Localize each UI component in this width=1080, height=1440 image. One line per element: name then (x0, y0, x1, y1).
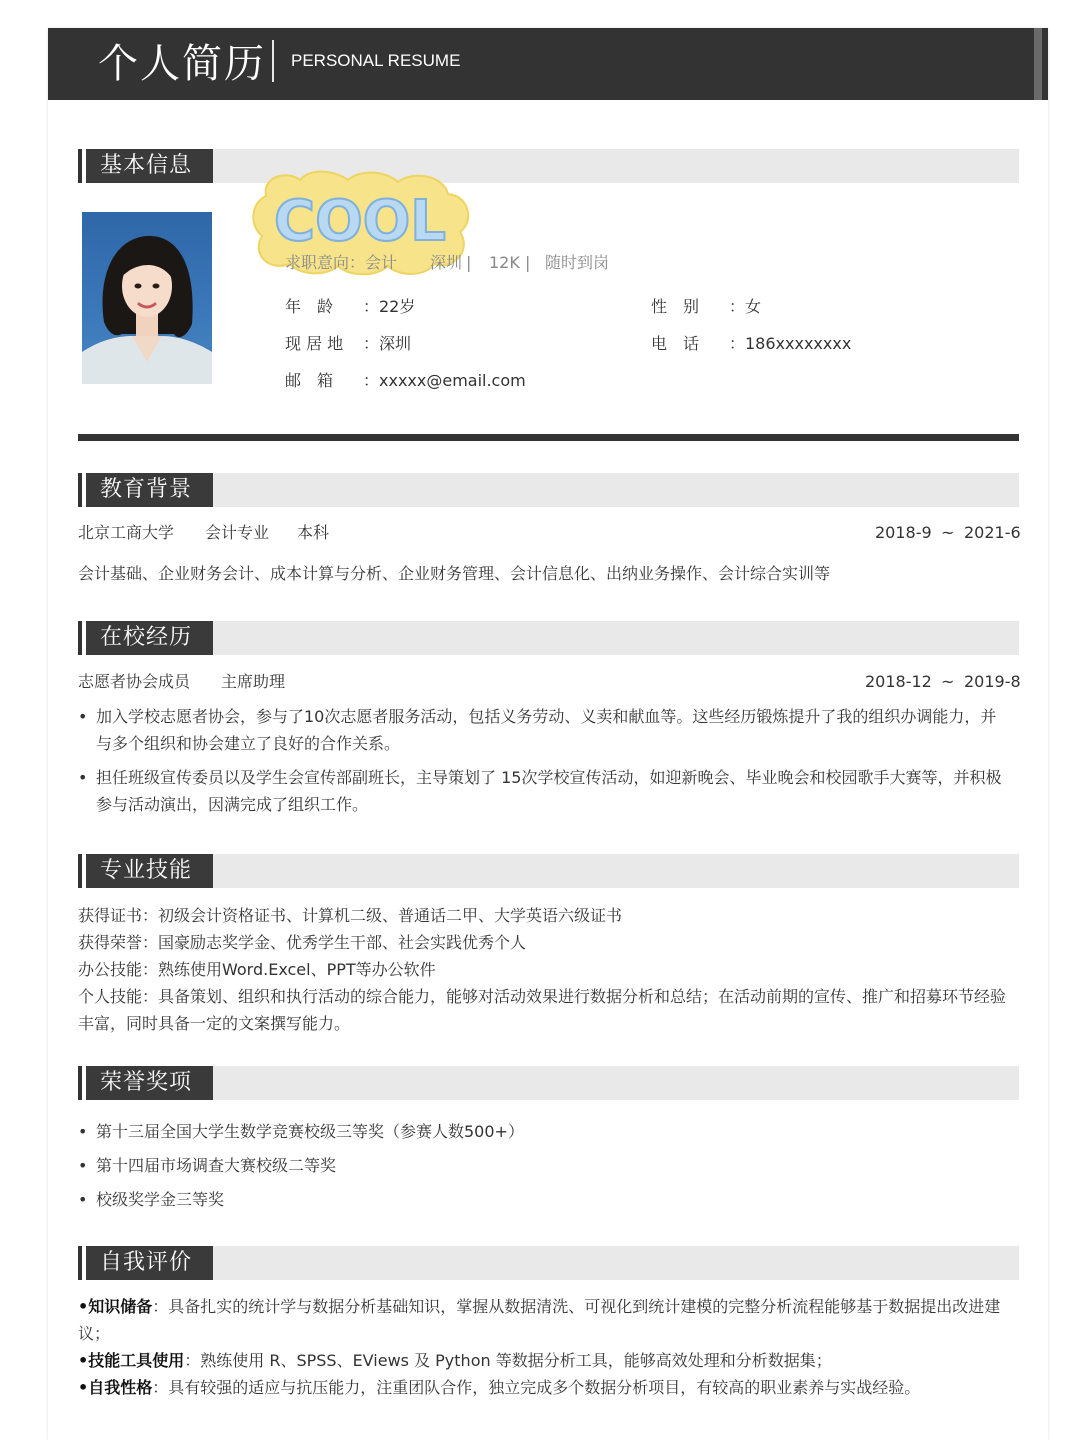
campus-org: 志愿者协会成员 (78, 672, 191, 691)
section-honors (78, 1066, 1019, 1100)
phone-value: ：186xxxxxxxx (729, 334, 852, 353)
section-title: 专业技能 (86, 854, 213, 888)
bullet-dot: • (78, 1156, 88, 1175)
age-label: 年 龄 (285, 297, 334, 316)
gender-value: ：女 (729, 297, 762, 316)
bullet-dot: • (78, 1378, 89, 1397)
skill-line: 获得证书：初级会计资格证书、计算机二级、普通话二甲、大学英语六级证书 (78, 906, 623, 925)
edu-end: 2021-6 (964, 523, 1021, 542)
header-banner (48, 28, 1048, 100)
campus-bullet: 加入学校志愿者协会，参与了10次志愿者服务活动，包括义务劳动、义卖和献血等。这些经历锻炼提升了我的组织办调能力，并与多个组织和协会建立了良好的合作关系。 (96, 707, 997, 753)
self-eval-item (78, 1347, 1018, 1374)
degree: 本科 (297, 523, 330, 542)
section-education (78, 473, 1019, 507)
skill-line: 获得荣誉：国豪励志奖学金、优秀学生干部、社会实践优秀个人 (78, 933, 527, 952)
section-divider (78, 434, 1019, 441)
residence-label: 现 居 地 (285, 334, 344, 353)
self-eval-item (78, 1293, 1018, 1347)
self-eval-text: ：熟练使用 R、SPSS、EViews 及 Python 等数据分析工具，能够高效处理和分析数据集； (184, 1351, 832, 1370)
resume-page (48, 28, 1048, 1440)
age-value: ：22岁 (363, 297, 416, 316)
self-eval-title: 技能工具使用 (88, 1351, 185, 1370)
section-strip (213, 473, 1019, 507)
self-eval-text: ：具备扎实的统计学与数据分析基础知识，掌握从数据清洗、可视化到统计建模的完整分析流程能够基于数据提出改进建议； (78, 1297, 1001, 1343)
section-marker (78, 1246, 82, 1280)
section-marker (78, 1066, 82, 1100)
list-item (78, 1186, 1018, 1213)
section-strip (213, 854, 1019, 888)
section-marker (78, 149, 82, 183)
school-name: 北京工商大学 (78, 523, 175, 542)
section-title: 教育背景 (86, 473, 213, 507)
section-title: 基本信息 (86, 149, 213, 183)
honor-item: 第十四届市场调查大赛校级二等奖 (96, 1156, 337, 1175)
list-item (78, 1152, 1018, 1179)
gender-label: 性 别 (651, 297, 700, 316)
profile-photo (82, 212, 212, 384)
section-title: 荣誉奖项 (86, 1066, 213, 1100)
email-label: 邮 箱 (285, 371, 334, 390)
list-item (78, 1118, 1018, 1145)
honor-item: 第十三届全国大学生数学竞赛校级三等奖（参赛人数500+） (96, 1122, 524, 1141)
section-title: 自我评价 (86, 1246, 213, 1280)
campus-tilde: ~ (941, 672, 955, 691)
phone-label: 电 话 (651, 334, 700, 353)
intent-separator: | (525, 253, 531, 272)
email-value: ：xxxxx@email.com (363, 371, 526, 390)
bullet-dot: • (78, 1190, 88, 1209)
section-title: 在校经历 (86, 621, 213, 655)
section-strip (213, 1066, 1019, 1100)
bullet-dot: • (78, 1351, 89, 1370)
campus-role: 主席助理 (221, 672, 286, 691)
banner-edge-accent (1034, 28, 1042, 100)
major: 会计专业 (205, 523, 270, 542)
intent-city: 深圳 (430, 253, 463, 272)
self-eval-item (78, 1374, 1018, 1401)
self-eval-title: 知识储备 (88, 1297, 153, 1316)
section-strip (213, 621, 1019, 655)
section-basic-info (78, 149, 1019, 183)
campus-end: 2019-8 (964, 672, 1021, 691)
resume-title: 个人简历 (98, 41, 266, 87)
residence-value: ：深圳 (363, 334, 412, 353)
section-marker (78, 854, 82, 888)
courses: 会计基础、企业财务会计、成本计算与分析、企业财务管理、会计信息化、出纳业务操作、会计综合实训等 (78, 564, 831, 583)
list-item (78, 764, 1018, 818)
self-eval-text: ：具有较强的适应与抗压能力，注重团队合作，独立完成多个数据分析项目，有较高的职业素养与实战经验。 (152, 1378, 921, 1397)
section-marker (78, 473, 82, 507)
section-marker (78, 621, 82, 655)
skill-line: 办公技能：熟练使用Word.Excel、PPT等办公软件 (78, 960, 436, 979)
intent-job: 求职意向：会计 (285, 253, 398, 272)
intent-salary: 12K (489, 253, 520, 272)
section-skills (78, 854, 1019, 888)
campus-bullet: 担任班级宣传委员以及学生会宣传部副班长，主导策划了 15次学校宣传活动，如迎新晚会、毕业晚会和校园歌手大赛等，并积极参与活动演出，因满完成了组织工作。 (96, 768, 1002, 814)
self-eval-title: 自我性格 (88, 1378, 153, 1397)
skill-line: 个人技能：具备策划、组织和执行活动的综合能力，能够对活动效果进行数据分析和总结；在活动前期的宣传、推广和招募环节经验丰富，同时具备一定的文案撰写能力。 (78, 987, 1007, 1033)
edu-tilde: ~ (941, 523, 955, 542)
resume-subtitle: PERSONAL RESUME (291, 51, 461, 70)
list-item (78, 703, 1018, 757)
bullet-dot: • (78, 1297, 89, 1316)
bullet-dot: • (78, 707, 88, 726)
intent-separator: | (466, 253, 472, 272)
section-campus (78, 621, 1019, 655)
section-self-eval (78, 1246, 1019, 1280)
header-separator (272, 40, 274, 82)
edu-start: 2018-9 (875, 523, 932, 542)
honor-item: 校级奖学金三等奖 (96, 1190, 225, 1209)
campus-start: 2018-12 (865, 672, 932, 691)
bullet-dot: • (78, 768, 88, 787)
sticker-text: COOL (274, 189, 446, 254)
intent-availability: 随时到岗 (545, 253, 610, 272)
bullet-dot: • (78, 1122, 88, 1141)
section-strip (213, 1246, 1019, 1280)
